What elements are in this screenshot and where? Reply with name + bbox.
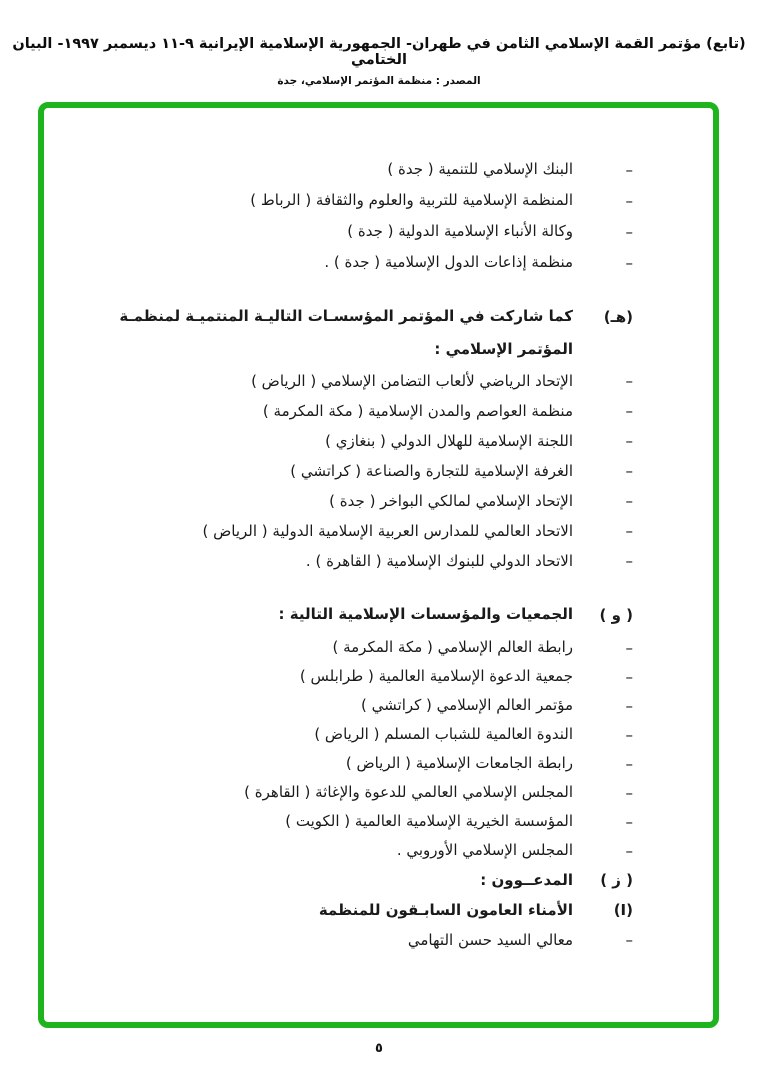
- list-item-text: الإتحاد الرياضي لألعاب التضامن الإسلامي ( الرياض ): [251, 371, 573, 390]
- dash-marker: –: [625, 191, 633, 210]
- section-marker: (I): [613, 901, 633, 919]
- section-heading-text: المؤتمر الإسلامي :: [434, 340, 573, 359]
- dash-marker: –: [625, 432, 633, 450]
- section-e-heading: [74, 300, 633, 366]
- list-item-text: المؤسسة الخيرية الإسلامية العالمية ( الكويت ): [285, 812, 573, 831]
- list-item: [74, 456, 633, 486]
- dash-marker: –: [625, 402, 633, 420]
- section-w-heading: [74, 598, 633, 631]
- section-heading-text: الجمعيات والمؤسسات الإسلامية التالية :: [278, 605, 573, 624]
- section-heading-text: المدعــوون :: [480, 870, 573, 889]
- list-item: [74, 925, 633, 955]
- list-item: [74, 720, 633, 749]
- dash-marker: –: [625, 841, 633, 860]
- list-item: [74, 807, 633, 836]
- section-heading-row: [74, 598, 633, 631]
- list-item: [74, 216, 633, 247]
- list-item: [74, 778, 633, 807]
- list-item-text: المجلس الإسلامي الأوروبي .: [396, 841, 573, 860]
- list-item-text: اللجنة الإسلامية للهلال الدولي ( بنغازي ): [325, 431, 573, 450]
- list-item: [74, 185, 633, 216]
- list-item-text: مؤتمر العالم الإسلامي ( كراتشي ): [361, 696, 573, 715]
- list-item: [74, 396, 633, 426]
- list-item-text: الندوة العالمية للشباب المسلم ( الرياض ): [314, 725, 573, 744]
- dash-marker: –: [625, 638, 633, 657]
- list-item: [74, 662, 633, 691]
- dash-marker: –: [625, 696, 633, 715]
- content-body: [44, 108, 713, 955]
- section-heading-row: [74, 333, 633, 366]
- section-gap: [74, 278, 633, 300]
- dash-marker: –: [625, 462, 633, 480]
- list-item: [74, 546, 633, 576]
- list-item: [74, 836, 633, 865]
- section-heading-row: [74, 895, 633, 925]
- invitees-section: [74, 865, 633, 955]
- dash-marker: –: [625, 222, 633, 241]
- dash-marker: –: [625, 492, 633, 510]
- dash-marker: –: [625, 725, 633, 744]
- list-item-text: منظمة العواصم والمدن الإسلامية ( مكة المكرمة ): [262, 401, 573, 420]
- dash-marker: –: [625, 783, 633, 802]
- list-item-text: المجلس الإسلامي العالمي للدعوة والإغاثة ( القاهرة ): [244, 783, 573, 802]
- dash-marker: –: [625, 812, 633, 831]
- dash-marker: –: [625, 931, 633, 949]
- section-marker: ( و ): [599, 605, 633, 624]
- list-item-text: رابطة العالم الإسلامي ( مكة المكرمة ): [332, 638, 573, 657]
- dash-marker: –: [625, 160, 633, 179]
- section-w-list: [74, 633, 633, 865]
- list-item-text: معالي السيد حسن التهامي: [407, 930, 573, 949]
- intro-list: [74, 154, 633, 278]
- list-item-text: البنك الإسلامي للتنمية ( جدة ): [387, 160, 573, 179]
- section-heading-text: كما شاركت في المؤتمر المؤسسـات التاليـة المنتميـة لمنظمـة: [119, 307, 573, 326]
- dash-marker: –: [625, 253, 633, 272]
- header-title: (تابع) مؤتمر القمة الإسلامي الثامن في طهران- الجمهورية الإسلامية الإيرانية ٩-١١ ديسمبر ١٩٩٧- البيان الختامي: [12, 36, 746, 68]
- list-item: [74, 366, 633, 396]
- list-item: [74, 749, 633, 778]
- section-marker: ( ز ): [600, 871, 633, 889]
- document-header: [0, 0, 758, 87]
- dash-marker: –: [625, 552, 633, 570]
- list-item-text: رابطة الجامعات الإسلامية ( الرياض ): [345, 754, 573, 773]
- list-item-text: الإتحاد الإسلامي لمالكي البواخر ( جدة ): [329, 491, 573, 510]
- list-item-text: الاتحاد الدولي للبنوك الإسلامية ( القاهرة ) .: [305, 551, 573, 570]
- list-item-text: الاتحاد العالمي للمدارس العربية الإسلامية الدولية ( الرياض ): [202, 521, 573, 540]
- list-item: [74, 516, 633, 546]
- dash-marker: –: [625, 372, 633, 390]
- list-item-text: وكالة الأنباء الإسلامية الدولية ( جدة ): [347, 222, 573, 241]
- list-item: [74, 154, 633, 185]
- header-source: المصدر : منظمة المؤتمر الإسلامي، جدة: [277, 75, 481, 87]
- dash-marker: –: [625, 667, 633, 686]
- list-item-text: جمعية الدعوة الإسلامية العالمية ( طرابلس ): [299, 667, 573, 686]
- dash-marker: –: [625, 522, 633, 540]
- section-heading-row: [74, 865, 633, 895]
- list-item-text: الغرفة الإسلامية للتجارة والصناعة ( كراتشي ): [290, 461, 573, 480]
- list-item: [74, 247, 633, 278]
- dash-marker: –: [625, 754, 633, 773]
- section-e-list: [74, 366, 633, 576]
- list-item: [74, 426, 633, 456]
- section-marker: (هـ): [603, 307, 633, 326]
- list-item: [74, 486, 633, 516]
- section-heading-row: [74, 300, 633, 333]
- section-gap: [74, 576, 633, 598]
- page-number: ٥: [375, 1041, 383, 1056]
- content-frame: [38, 102, 719, 1028]
- section-heading-text: الأمناء العامون السابـقون للمنظمة: [318, 900, 573, 919]
- list-item-text: المنظمة الإسلامية للتربية والعلوم والثقافة ( الرباط ): [250, 191, 573, 210]
- list-item-text: منظمة إذاعات الدول الإسلامية ( جدة ) .: [324, 253, 573, 272]
- list-item: [74, 633, 633, 662]
- list-item: [74, 691, 633, 720]
